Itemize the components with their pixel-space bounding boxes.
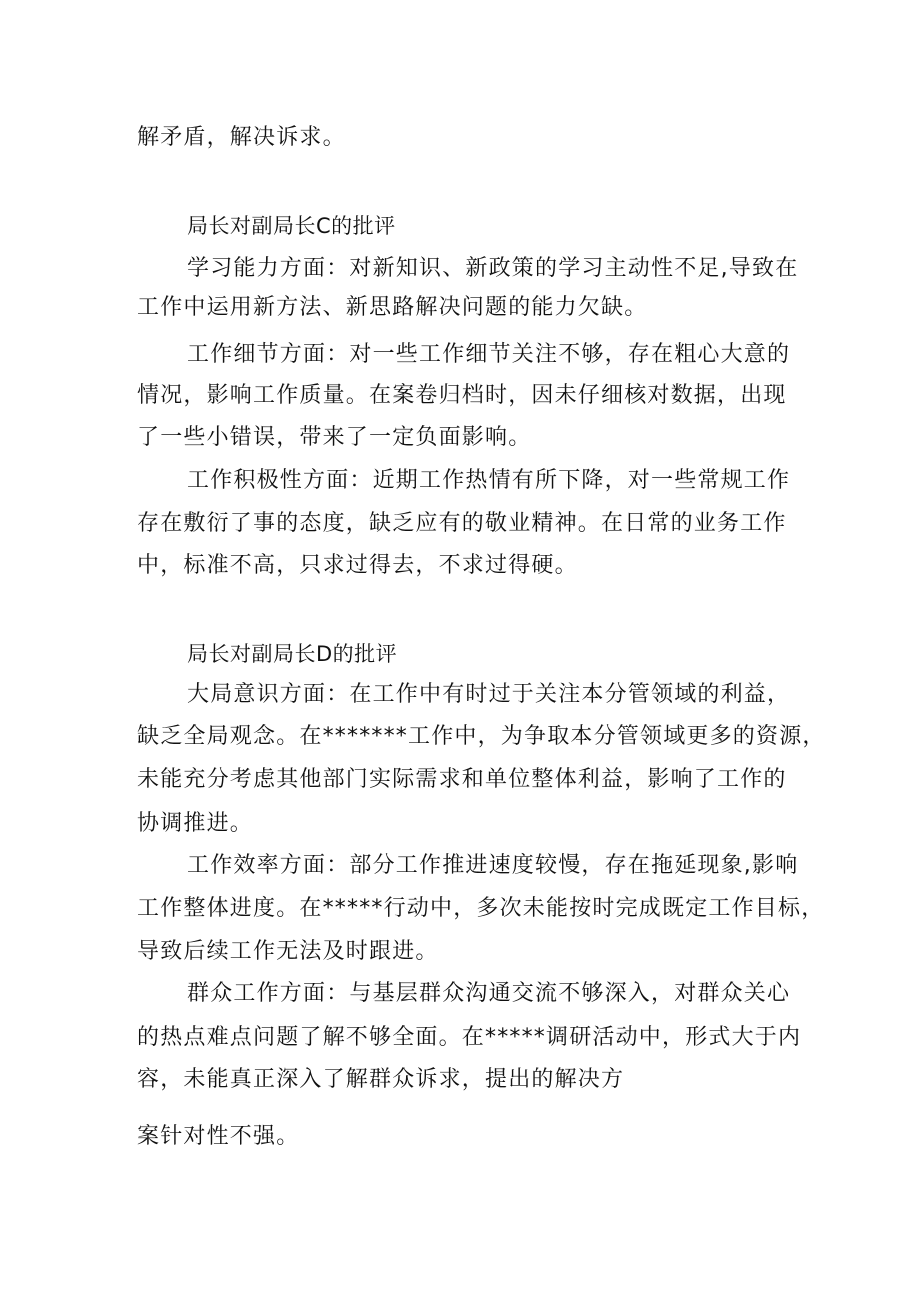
section-c-p3-line: 中，标准不高，只求过得去，不求过得硬。 <box>137 553 578 578</box>
section-d-p1-line: 协调推进。 <box>137 811 254 836</box>
section-d-p2-line: 工作效率方面：部分工作推进速度较慢，存在拖延现象,影响 <box>187 853 799 878</box>
section-d-p2-line: 导致后续工作无法及时跟进。 <box>137 939 439 964</box>
section-c-title: 局长对副局长C的批评 <box>187 214 396 238</box>
section-c-p1-line: 工作中运用新方法、新思路解决问题的能力欠缺。 <box>137 295 648 320</box>
section-d-p1-line: 缺乏全局观念。在*******工作中，为争取本分管领域更多的资源， <box>137 724 826 749</box>
section-d-p3-line: 群众工作方面：与基层群众沟通交流不够深入，对群众关心 <box>187 981 791 1006</box>
section-c-p1-line: 学习能力方面：对新知识、新政策的学习主动性不足,导致在 <box>187 256 799 281</box>
section-c-p2-line: 了一些小错误，带来了一定负面影响。 <box>137 425 532 450</box>
section-d-p1-line: 未能充分考虑其他部门实际需求和单位整体利益，影响了工作的 <box>137 767 787 792</box>
section-d-p2-line: 工作整体进度。在*****行动中，多次未能按时完成既定工作目标， <box>137 896 825 921</box>
section-d-title: 局长对副局长D的批评 <box>187 642 398 666</box>
section-d-p1-line: 大局意识方面：在工作中有时过于关注本分管领域的利益， <box>187 682 791 707</box>
section-c-p2-line: 工作细节方面：对一些工作细节关注不够，存在粗心大意的 <box>187 342 791 367</box>
section-d-p3-line: 容，未能真正深入了解群众诉求，提出的解决方 <box>137 1067 625 1092</box>
section-d-p3-line: 的热点难点问题了解不够全面。在*****调研活动中，形式大于内 <box>137 1025 802 1050</box>
section-d-tail-text: 案针对性不强。 <box>137 1124 300 1149</box>
section-c-p3-line: 存在敷衍了事的态度，缺乏应有的敬业精神。在日常的业务工作 <box>137 511 787 536</box>
section-c-p3-line: 工作积极性方面：近期工作热情有所下降，对一些常规工作 <box>187 468 791 493</box>
intro-tail-text: 解矛盾，解决诉求。 <box>137 125 346 150</box>
section-c-p2-line: 情况，影响工作质量。在案卷归档时，因未仔细核对数据，出现 <box>137 383 787 408</box>
